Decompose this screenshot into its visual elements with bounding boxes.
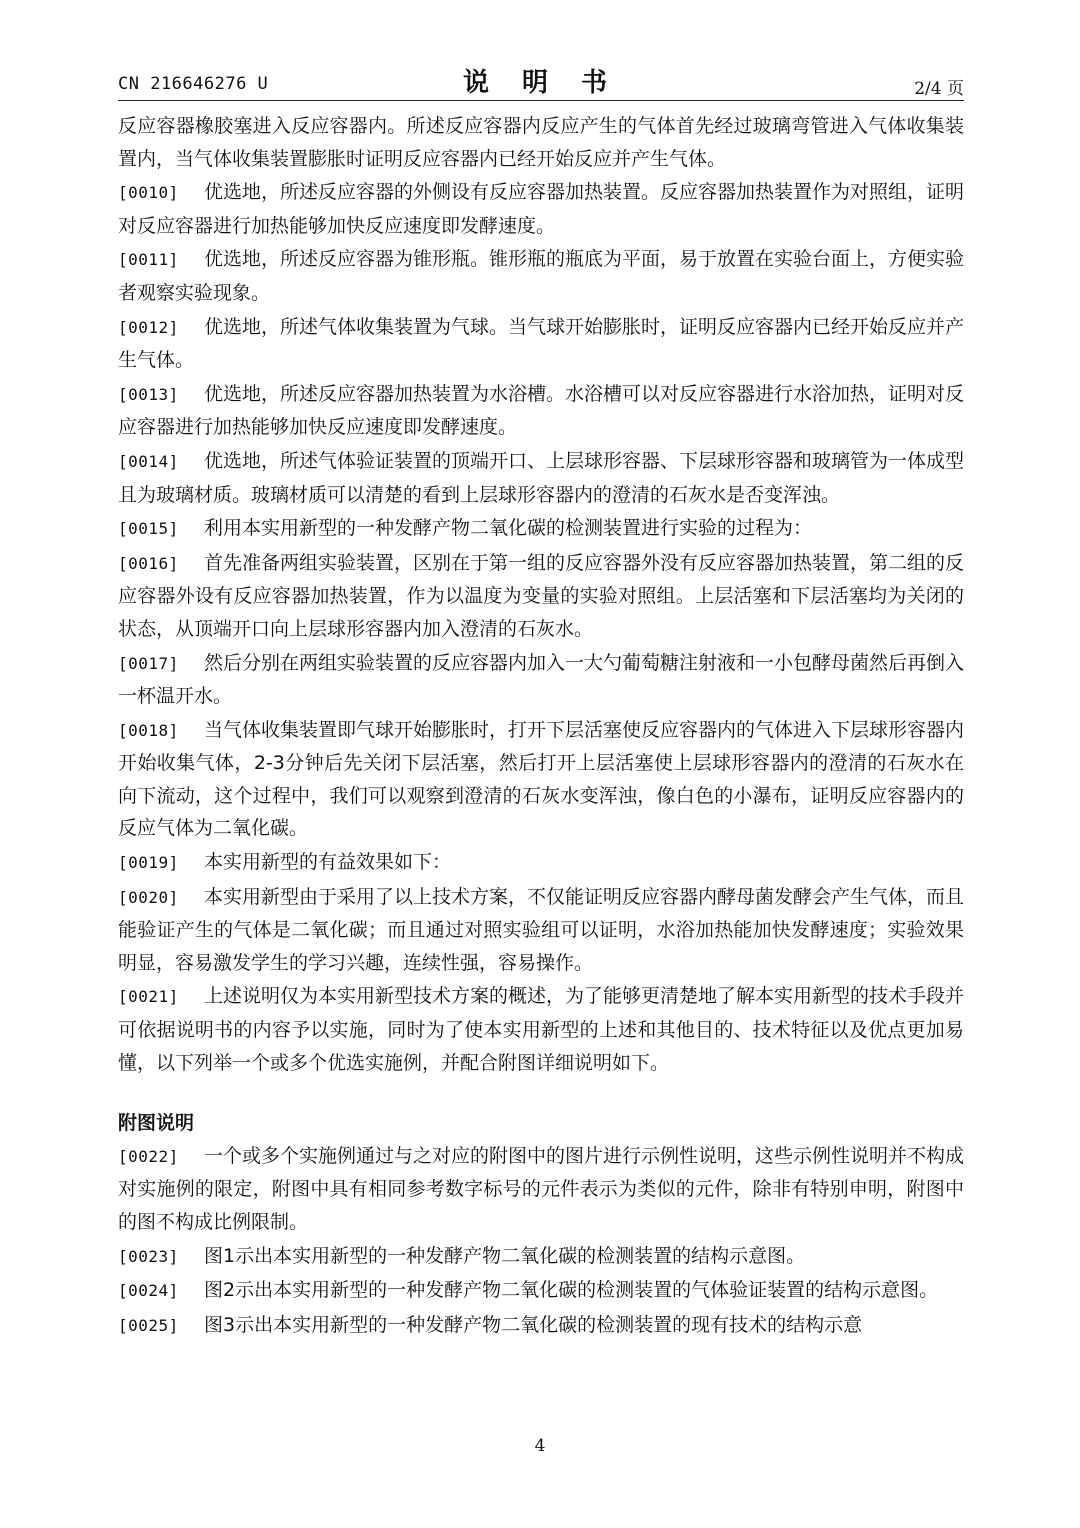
paragraph <box>118 243 964 309</box>
paragraph-number: [0023] <box>118 1246 179 1266</box>
paragraph <box>118 647 964 713</box>
paragraph <box>118 311 964 377</box>
paragraph-text: 图3示出本实用新型的一种发酵产物二氧化碳的检测装置的现有技术的结构示意 <box>204 1313 863 1336</box>
paragraph-number: [0019] <box>118 853 179 873</box>
paragraph-text: 利用本实用新型的一种发酵产物二氧化碳的检测装置进行实验的过程为： <box>204 517 813 540</box>
paragraph-number: [0016] <box>118 553 179 573</box>
paragraph <box>118 110 964 175</box>
paragraph-number: [0017] <box>118 653 179 673</box>
paragraph-number: [0024] <box>118 1281 179 1301</box>
paragraph-text: 然后分别在两组实验装置的反应容器内加入一大勺葡萄糖注射液和一小包酵母菌然后再倒入一杯温开水。 <box>118 651 965 708</box>
paragraph <box>118 1274 964 1308</box>
page-footer <box>0 1436 1080 1456</box>
paragraph <box>118 512 964 546</box>
paragraph-text: 优选地，所述气体验证装置的顶端开口、上层球形容器、下层球形容器和玻璃管为一体成型且为玻璃材质。玻璃材质可以清楚的看到上层球形容器内的澄清的石灰水是否变浑浊。 <box>118 449 965 506</box>
paragraph-text: 本实用新型由于采用了以上技术方案，不仅能证明反应容器内酵母菌发酵会产生气体，而且能验证产生的气体是二氧化碳；而且通过对照实验组可以证明，水浴加热能加快发酵速度；实验效果明显，容易激发学生的学习兴趣，连续性强，容易操作。 <box>118 885 965 974</box>
paragraph-text: 图2示出本实用新型的一种发酵产物二氧化碳的检测装置的气体验证装置的结构示意图。 <box>204 1279 939 1302</box>
paragraph-number: [0015] <box>118 519 179 539</box>
paragraph-number: [0013] <box>118 384 179 404</box>
page-number: 4 <box>534 1436 546 1456</box>
paragraph-text: 当气体收集装置即气球开始膨胀时，打开下层活塞使反应容器内的气体进入下层球形容器内开始收集气体，2-3分钟后先关闭下层活塞，然后打开上层活塞使上层球形容器内的澄清的石灰水在向下流动，这个过程中，我们可以观察到澄清的石灰水变浑浊，像白色的小瀑布，证明反应容器内的反应气体为二氧化碳。 <box>118 718 965 840</box>
paragraph-text: 反应容器橡胶塞进入反应容器内。所述反应容器内反应产生的气体首先经过玻璃弯管进入气体收集装置内，当气体收集装置膨胀时证明反应容器内已经开始反应并产生气体。 <box>118 115 964 170</box>
paragraph <box>118 176 964 242</box>
section-heading: 附图说明 <box>118 1112 195 1135</box>
paragraph <box>118 1240 964 1274</box>
patent-number: CN 216646276 U <box>118 74 269 94</box>
paragraph <box>118 1140 964 1239</box>
paragraph <box>118 1309 964 1343</box>
paragraph <box>118 547 964 646</box>
paragraph-text: 上述说明仅为本实用新型技术方案的概述，为了能够更清楚地了解本实用新型的技术手段并可依据说明书的内容予以实施，同时为了使本实用新型的上述和其他目的、技术特征以及优点更加易懂，以下列举一个或多个优选实施例，并配合附图详细说明如下。 <box>118 985 965 1074</box>
header-divider <box>118 100 964 101</box>
paragraph <box>118 714 964 845</box>
paragraph <box>118 445 964 511</box>
paragraph-text: 一个或多个实施例通过与之对应的附图中的图片进行示例性说明，这些示例性说明并不构成对实施例的限定，附图中具有相同参考数字标号的元件表示为类似的元件，除非有特别申明，附图中的图不构成比例限制。 <box>118 1144 965 1233</box>
paragraph-number: [0012] <box>118 317 179 337</box>
document-body <box>118 110 964 1343</box>
paragraph-text: 本实用新型的有益效果如下： <box>204 851 452 874</box>
paragraph-number: [0010] <box>118 183 179 203</box>
paragraph-number: [0011] <box>118 250 179 270</box>
paragraph <box>118 881 964 980</box>
paragraph-text: 优选地，所述反应容器为锥形瓶。锥形瓶的瓶底为平面，易于放置在实验台面上，方便实验者观察实验现象。 <box>118 248 965 304</box>
paragraph <box>118 980 964 1079</box>
paragraph-list-bottom <box>118 1140 964 1343</box>
paragraph-number: [0022] <box>118 1146 179 1166</box>
paragraph-number: [0014] <box>118 451 179 471</box>
paragraph-list-top <box>118 110 964 1079</box>
paragraph-number: [0021] <box>118 987 179 1007</box>
document-title: 说 明 书 <box>462 68 620 98</box>
paragraph-text: 优选地，所述反应容器的外侧设有反应容器加热装置。反应容器加热装置作为对照组，证明对反应容器进行加热能够加快反应速度即发酵速度。 <box>118 181 965 237</box>
page-header <box>118 62 964 98</box>
paragraph-text: 优选地，所述反应容器加热装置为水浴槽。水浴槽可以对反应容器进行水浴加热，证明对反应容器进行加热能够加快反应速度即发酵速度。 <box>118 382 965 439</box>
paragraph-number: [0018] <box>118 720 179 740</box>
paragraph-text: 图1示出本实用新型的一种发酵产物二氧化碳的检测装置的结构示意图。 <box>204 1244 806 1267</box>
paragraph <box>118 378 964 444</box>
paragraph-number: [0025] <box>118 1315 179 1335</box>
paragraph-text: 首先准备两组实验装置，区别在于第一组的反应容器外没有反应容器加热装置，第二组的反应容器外设有反应容器加热装置，作为以温度为变量的实验对照组。上层活塞和下层活塞均为关闭的状态，从顶端开口向上层球形容器内加入澄清的石灰水。 <box>118 551 965 640</box>
paragraph <box>118 846 964 880</box>
paragraph-text: 优选地，所述气体收集装置为气球。当气球开始膨胀时，证明反应容器内已经开始反应并产生气体。 <box>118 315 965 372</box>
paragraph-number: [0020] <box>118 887 179 907</box>
page-indicator: 2/4 页 <box>914 79 964 99</box>
